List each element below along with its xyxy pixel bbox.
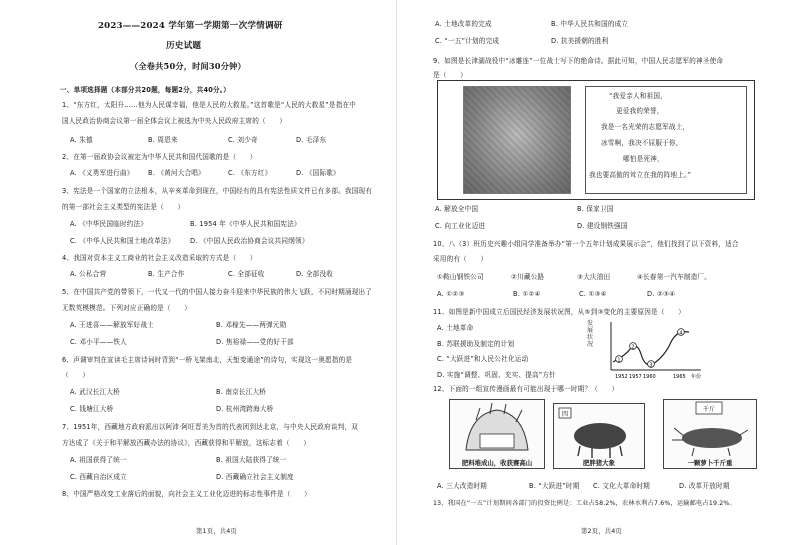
page-footer-left: 第1页，共4页	[196, 528, 237, 535]
q9-stem-line1: 9、如图是长津湖战役中“冰雕连”一位战士写下的绝命诗。据此可知，中国人民志愿军的神圣使命	[433, 57, 724, 65]
poem-line-1: “我爱亲人和祖国，	[609, 92, 667, 100]
q6-option-c[interactable]: C. 钱塘江大桥	[70, 405, 114, 413]
q2-option-d[interactable]: D. 《国际歌》	[296, 169, 340, 177]
q2-stem: 2、在第一届政协会议被定为中华人民共和国代国歌的是（ ）	[62, 153, 257, 161]
exam-title: 2023——2024 学年第一学期第一次学情调研	[98, 21, 283, 31]
q11-option-d[interactable]: D. 实施“调整、巩固、充实、提高”方针	[437, 371, 557, 379]
q3-option-a[interactable]: A. 《中华民国临时约法》	[70, 220, 148, 228]
q7-stem-line1: 7、1951年，西藏地方政府派出以阿沛·阿旺晋美为首的代表团到达北京，与中央人民政府谈判，双	[62, 423, 359, 431]
radish-flag-label: 千斤	[702, 406, 716, 413]
q7-option-a[interactable]: A. 祖国获得了统一	[70, 456, 127, 464]
q5-option-b[interactable]: B. 邓稼先——两弹元勋	[216, 321, 287, 329]
poem-line-3: 我是一名光荣的志愿军战士，	[601, 123, 690, 131]
q5-option-a[interactable]: A. 王进喜——解放军好战士	[70, 321, 154, 329]
q6-option-a[interactable]: A. 武汉长江大桥	[70, 388, 120, 396]
graph-marker-4-label: 4	[679, 330, 683, 337]
q3-stem-line1: 3、宪法是一个国家的立法根本，从辛亥革命到现在，中国经有的具有宪法性质文件已有多部。我国现有	[62, 187, 373, 195]
cartoon-pig-caption: 肥胖猪大象	[583, 459, 615, 467]
q10-option-d[interactable]: D. ②③④	[647, 290, 676, 298]
q10-stem-line2: 采用的有（ ）	[433, 255, 488, 263]
cartoon-radish-caption: 一颗萝卜千斤重	[687, 459, 733, 467]
q12-option-a[interactable]: A. 三大改造时期	[437, 482, 487, 490]
cartoon-building	[480, 434, 514, 448]
q8-option-d[interactable]: D. 抗美援朝的胜利	[551, 37, 609, 45]
q10-material-3: ③大庆油田	[577, 273, 611, 281]
q11-stem: 11、如图是新中国成立后国民经济发展状况图，从⑤到③变化的主要原因是（ ）	[433, 308, 685, 316]
q11-option-c[interactable]: C. “大跃进”和人民公社化运动	[437, 355, 529, 363]
q9-option-a[interactable]: A. 解放全中国	[435, 205, 479, 213]
q3-option-d[interactable]: D. 《中国人民政治协商会议共同纲领》	[190, 237, 309, 245]
graph-marker-3-label: 3	[649, 362, 653, 369]
graph-xlabel: 年份	[691, 374, 702, 380]
q10-option-c[interactable]: C. ①③④	[579, 290, 607, 298]
q9-option-d[interactable]: D. 建设钢铁强国	[577, 222, 628, 230]
q1-stem-line1: 1、“东方红，太阳升……他为人民谋幸福，他是人民的大救星。”这首歌是“人民的大救星”是指在中	[62, 101, 357, 109]
q3-stem-line2: 的第一部社会主义类型的宪法是（ ）	[62, 203, 185, 211]
q5-stem-line1: 5、在中国共产党的带领下，一代又一代的中国人接力奋斗迎来中华民族的伟大飞跃，不同时期涌现出了	[62, 288, 373, 296]
q8-option-a[interactable]: A. 土地改革的完成	[435, 20, 492, 28]
q2-option-c[interactable]: C. 《东方红》	[228, 169, 272, 177]
q10-option-a[interactable]: A. ①②③	[437, 290, 465, 298]
poem-line-2: 更爱我的荣誉，	[616, 107, 664, 115]
subject-title: 历史试题	[166, 41, 202, 51]
q8-stem: 8、中国严格改变工业落后的面貌，向社会主义工业化迈进的标志性事件是（ ）	[62, 490, 311, 498]
q10-material-1: ①鞍山钢铁公司	[437, 273, 484, 281]
q5-option-c[interactable]: C. 邓小平——铁人	[70, 338, 127, 346]
q9-option-b[interactable]: B. 保家卫国	[577, 205, 614, 213]
q1-option-c[interactable]: C. 刘少奇	[228, 136, 258, 144]
q10-stem-line1: 10、八（3）班历史兴趣小组同学准备举办“第一个五年计划成果展示会”，他们找到了以下资料，适合	[433, 240, 739, 248]
q1-option-a[interactable]: A. 朱德	[70, 136, 93, 144]
q6-option-d[interactable]: D. 杭州湾跨海大桥	[216, 405, 274, 413]
pig-sign-label: 四	[561, 411, 569, 418]
graph-ylabel: 发展状况	[587, 320, 594, 348]
q9-option-c[interactable]: C. 向工业化迈进	[435, 222, 486, 230]
q11-option-a[interactable]: A. 土地革命	[437, 324, 474, 332]
q2-option-b[interactable]: B. 《黄河大合唱》	[148, 169, 205, 177]
q3-option-b[interactable]: B. 1954 年《中华人民共和国宪法》	[190, 220, 301, 228]
q7-option-b[interactable]: B. 祖国大陆获得了统一	[216, 456, 287, 464]
q4-option-b[interactable]: B. 生产合作	[148, 270, 185, 278]
q10-option-b[interactable]: B. ①②④	[513, 290, 541, 298]
graph-marker-1-label: 1	[617, 357, 621, 364]
q11-option-b[interactable]: B. 苏联援助及制定的计划	[437, 340, 515, 348]
q7-option-c[interactable]: C. 西藏自治区成立	[70, 473, 127, 481]
graph-curve	[613, 332, 689, 365]
q6-stem-line2: （ ）	[62, 371, 90, 379]
q10-material-4: ④长春第一汽车制造厂。	[637, 273, 712, 281]
q7-option-d[interactable]: D. 西藏确立社会主义制度	[216, 473, 294, 481]
q6-stem-line1: 6、声调审判在宣读毛主席诗词时背到“一桥飞架南北，天堑变通途”的诗句，实现这一奥愿指的是	[62, 356, 353, 364]
q12-option-b[interactable]: B. “大跃进”时期	[529, 482, 580, 490]
q5-option-d[interactable]: D. 焦裕禄——党的好干部	[216, 338, 294, 346]
q1-stem-line2: 国人民政治协商会议第一届全体会议上被选为中央人民政府主席的（ ）	[62, 117, 287, 125]
cartoon-fertilizer	[449, 399, 545, 469]
q4-option-c[interactable]: C. 全部征收	[228, 270, 265, 278]
graph-year-1960: 1960	[643, 374, 656, 380]
q1-option-d[interactable]: D. 毛泽东	[296, 136, 327, 144]
q1-option-b[interactable]: B. 周恩来	[148, 136, 178, 144]
score-note: （全卷共50分，时间30分钟）	[130, 61, 246, 71]
q9-stem-line2: 是（ ）	[433, 71, 467, 79]
q2-option-a[interactable]: A. 《义勇军进行曲》	[70, 169, 134, 177]
cartoon-radish	[663, 399, 757, 469]
graph-year-1952: 1952	[615, 374, 628, 380]
q4-option-d[interactable]: D. 全部没收	[296, 270, 334, 278]
page-footer-right: 第2页，共4页	[581, 528, 622, 535]
q8-option-b[interactable]: B. 中华人民共和国的成立	[551, 20, 629, 28]
q12-option-d[interactable]: D. 改革开放时期	[679, 482, 730, 490]
q8-option-c[interactable]: C. “一五”计划的完成	[435, 37, 500, 45]
graph-year-1957: 1957	[629, 374, 642, 380]
poem-line-6: 我也要高傲的耸立在我的阵地上。”	[589, 171, 692, 179]
q6-option-b[interactable]: B. 南京长江大桥	[216, 388, 267, 396]
poem-line-4: 冰雪啊，我决不屈服于你，	[601, 139, 683, 147]
cartoon-pig	[553, 403, 645, 469]
poem-line-5: 哪怕是死神，	[623, 155, 664, 163]
pig-body	[574, 423, 626, 449]
section-title: 一、单项选择题（本部分共20题，每题2分，共40分。）	[60, 86, 231, 94]
q4-option-a[interactable]: A. 公私合营	[70, 270, 107, 278]
radish-body	[682, 428, 742, 448]
graph-marker-2-label: 2	[631, 344, 635, 351]
q3-option-c[interactable]: C. 《中华人民共和国土地改革法》	[70, 237, 175, 245]
q4-stem: 4、我国对资本主义工商业的社会主义改造采取的方式是（ ）	[62, 254, 257, 262]
q7-stem-line2: 方达成了《关于和平解放西藏办法的协议》，西藏获得和平解放，这标志着（ ）	[62, 439, 311, 447]
graph-year-1965: 1965	[673, 374, 686, 380]
q12-stem: 12、下面的一组宣传漫画最有可能出现于哪一时期？（ ）	[433, 385, 619, 393]
exam-page-2	[397, 0, 794, 545]
economy-graph	[593, 318, 705, 380]
q13-stem: 13、我国在“一五”计划期间各部门的投资比例是：工业占58.2%，农林水利占7.6%，运输邮电占19.2%。	[433, 500, 736, 507]
soldier-photo	[463, 86, 571, 194]
q12-option-c[interactable]: C. 文化大革命时期	[593, 482, 650, 490]
radish-cart-wheels	[692, 448, 730, 456]
cartoon-fertilizer-caption: 肥料堆成山，收获赛高山	[461, 459, 533, 467]
q5-stem-line2: 无数英模模范。下列对应正确的是（ ）	[62, 304, 192, 312]
q10-material-2: ②川藏公路	[511, 273, 545, 281]
